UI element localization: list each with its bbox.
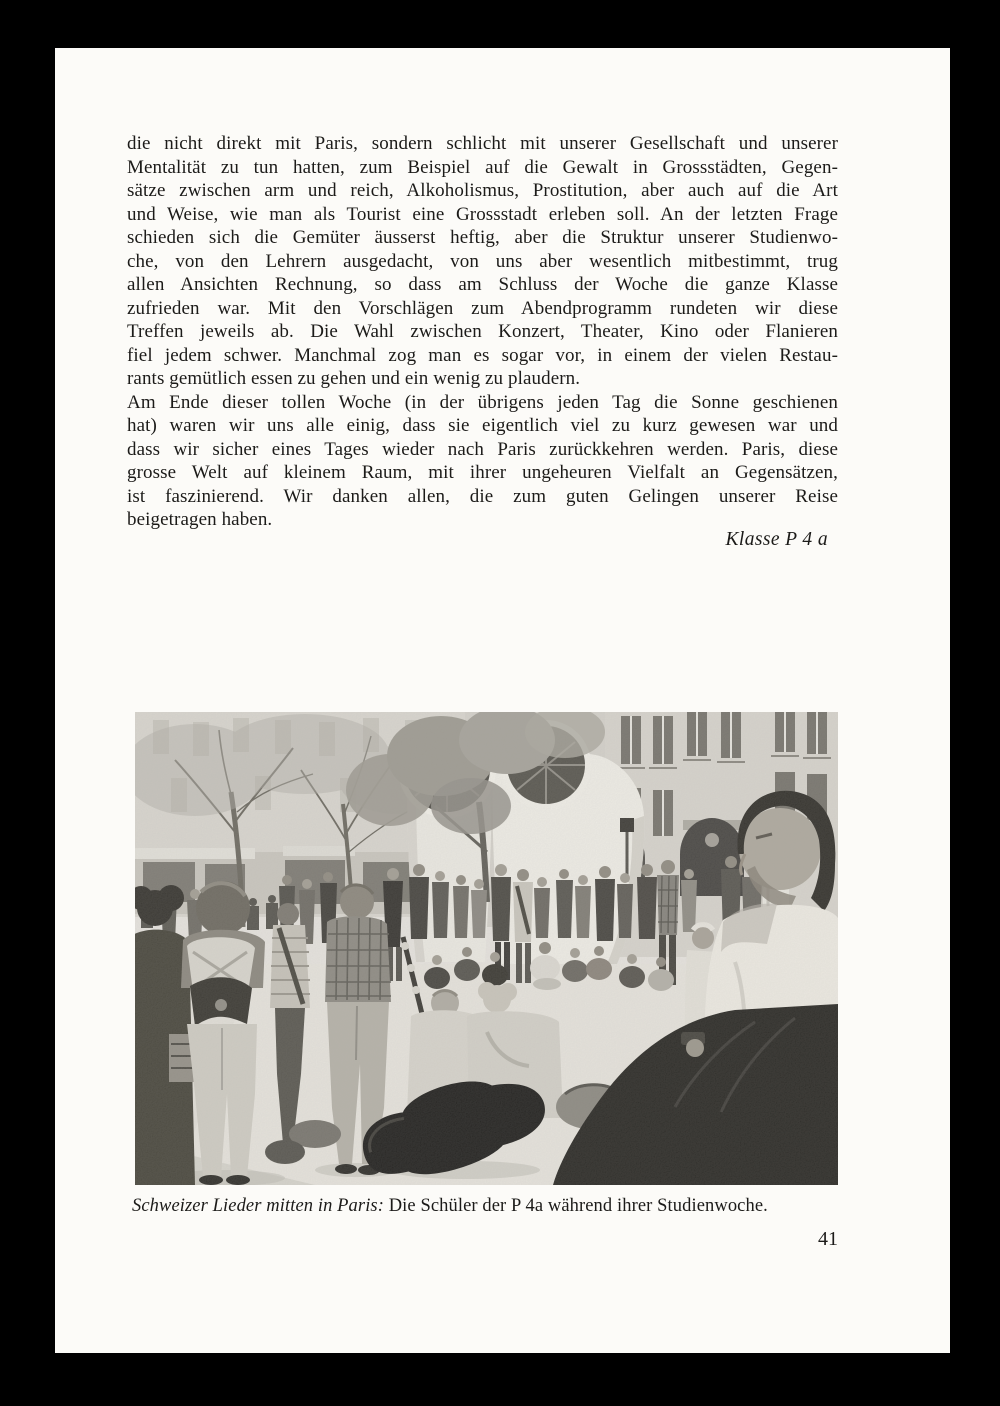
text-line: allen Ansichten Rechnung, so dass am Schluss der Woche die ganze Klasse xyxy=(127,274,838,295)
text-line: hat) waren wir uns alle einig, dass sie eigentlich viel zu kurz gewesen war und xyxy=(127,415,838,436)
text-line: sätze zwischen arm und reich, Alkoholismus, Prostitution, aber auch auf die Art xyxy=(127,180,838,201)
text-line: zufrieden war. Mit den Vorschlägen zum Abendprogramm rundeten wir diese xyxy=(127,297,838,319)
text-line: rants gemütlich essen zu gehen und ein wenig zu plaudern. xyxy=(127,368,581,389)
text-line: Am Ende dieser tollen Woche (in der übrigens jeden Tag die Sonne geschienen xyxy=(127,391,838,413)
text-line: grosse Welt auf kleinem Raum, mit ihrer ungeheuren Vielfalt an Gegensätzen, xyxy=(127,462,838,483)
text-line: Treffen jeweils ab. Die Wahl zwischen Konzert, Theater, Kino oder Flanieren xyxy=(127,321,838,342)
book-page xyxy=(55,48,950,1353)
text-line: fiel jedem schwer. Manchmal zog man es sogar vor, in einem der vielen Restau- xyxy=(127,344,838,366)
page-number: 41 xyxy=(818,1228,838,1250)
text-line: Mentalität zu tun hatten, zum Beispiel auf die Gewalt in Grossstädten, Gegen- xyxy=(127,156,838,178)
text-line: beigetragen haben. xyxy=(127,509,273,530)
text-line: und Weise, wie man als Tourist eine Grossstadt erleben soll. An der letzten Frage xyxy=(127,203,838,225)
text-line: ist faszinierend. Wir danken allen, die zum guten Gelingen unserer Reise xyxy=(127,485,838,507)
caption-text: Die Schüler der P 4a während ihrer Studienwoche. xyxy=(384,1196,768,1216)
text-line: die nicht direkt mit Paris, sondern schlicht mit unserer Gesellschaft und unserer xyxy=(127,133,838,154)
text-line: schieden sich die Gemüter äusserst heftig, aber die Struktur unserer Studienwo- xyxy=(127,227,838,248)
text-line: dass wir sicher eines Tages wieder nach Paris zurückkehren werden. Paris, diese xyxy=(127,438,838,460)
caption-title: Schweizer Lieder mitten in Paris: xyxy=(132,1196,384,1216)
photo-grain xyxy=(135,712,838,1185)
article-text xyxy=(127,132,838,532)
photo-pompidou-crowd xyxy=(135,712,838,1185)
photo-caption xyxy=(132,1194,838,1218)
byline: Klasse P 4 a xyxy=(725,529,828,550)
text-line: che, von den Lehrern ausgedacht, von uns aber wesentlich mitbestimmt, trug xyxy=(127,250,838,272)
photo-figure xyxy=(135,712,838,1185)
